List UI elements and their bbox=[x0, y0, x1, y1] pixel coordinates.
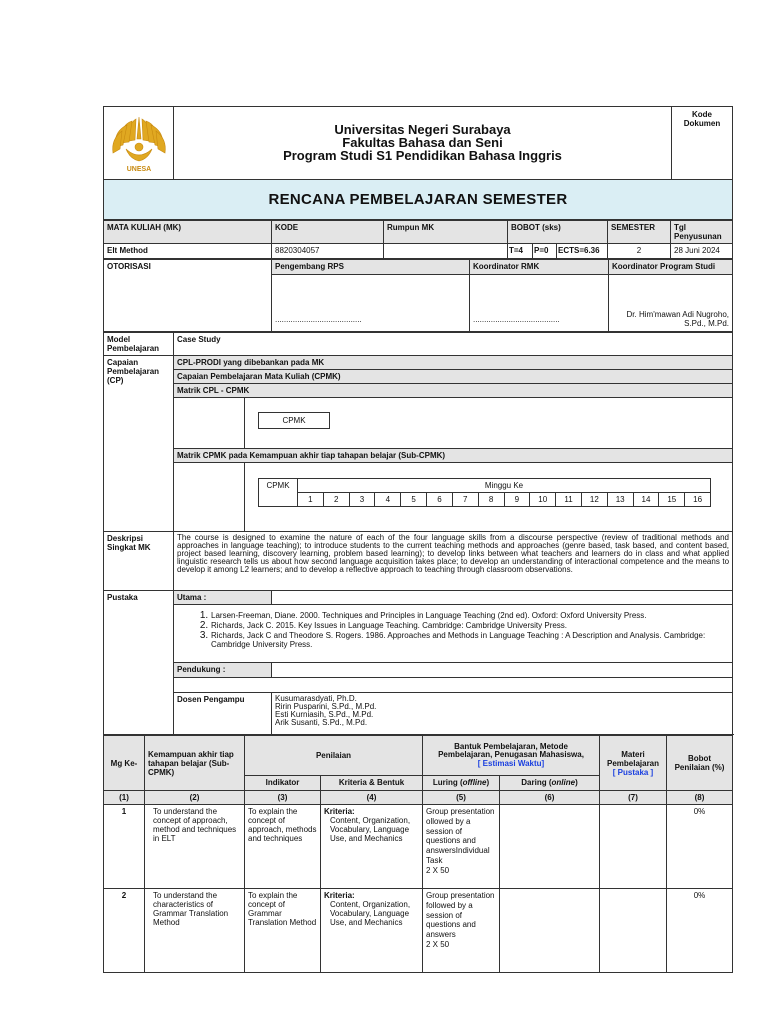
week-number: 8 bbox=[478, 493, 504, 507]
label-bobot: BOBOT (sks) bbox=[508, 221, 608, 244]
header-bobot: Bobot Penilaian (%) bbox=[667, 736, 733, 791]
column-number: (5) bbox=[423, 791, 500, 805]
cpmk-header: Capaian Pembelajaran Mata Kuliah (CPMK) bbox=[174, 370, 733, 384]
header-materi bbox=[600, 736, 667, 791]
university-name: Universitas Negeri Surabaya bbox=[334, 122, 511, 137]
plan-luring-text: Group presentation followed by a session of questions and answers bbox=[426, 891, 495, 940]
matrik-sub-cpmk-area bbox=[174, 463, 733, 532]
plan-kriteria bbox=[321, 889, 423, 973]
faculty-name: Fakultas Bahasa dan Seni bbox=[342, 135, 503, 150]
column-number: (1) bbox=[104, 791, 145, 805]
course-table bbox=[103, 220, 733, 259]
label-rumpun: Rumpun MK bbox=[384, 221, 508, 244]
column-number-row bbox=[104, 791, 733, 805]
pustaka-item: 2. Richards, Jack C. 2015. Key Issues in Language Teaching. Cambridge: Cambridge University Press. bbox=[211, 621, 729, 630]
plan-luring bbox=[423, 889, 500, 973]
dosen-list bbox=[272, 693, 733, 735]
plan-kriteria bbox=[321, 805, 423, 889]
page-title: RENCANA PEMBELAJARAN SEMESTER bbox=[104, 180, 733, 220]
week-number: 16 bbox=[685, 493, 711, 507]
value-model-pembelajaran: Case Study bbox=[174, 333, 733, 356]
header-materi-pustaka: [ Pustaka ] bbox=[612, 767, 654, 777]
pustaka-item: 1. Larsen-Freeman, Diane. 2000. Techniques and Principles in Language Teaching (2nd ed). Oxford: Oxford University Press. bbox=[211, 611, 729, 620]
week-number: 6 bbox=[427, 493, 453, 507]
header-mg-ke: Mg Ke- bbox=[104, 736, 145, 791]
cpmk-box-label: CPMK bbox=[259, 413, 330, 429]
pustaka-pendukung-blank bbox=[272, 663, 733, 678]
week-number: 11 bbox=[556, 493, 582, 507]
svg-text:UNESA: UNESA bbox=[126, 166, 151, 173]
university-cell bbox=[174, 107, 672, 180]
week-number: 9 bbox=[504, 493, 530, 507]
pustaka-utama-list bbox=[177, 611, 729, 649]
label-mata-kuliah: MATA KULIAH (MK) bbox=[104, 221, 272, 244]
pustaka-utama-blank bbox=[272, 591, 733, 605]
header-indikator: Indikator bbox=[245, 776, 321, 791]
label-semester: SEMESTER bbox=[608, 221, 671, 244]
plan-week: 2 bbox=[104, 889, 145, 973]
sign-koordinator-rmk: ....................................... bbox=[470, 275, 609, 332]
week-number: 7 bbox=[452, 493, 478, 507]
pustaka-pendukung-label: Pendukung : bbox=[174, 663, 272, 678]
logo-cell bbox=[104, 107, 174, 180]
value-kode: 8820304057 bbox=[272, 244, 384, 259]
label-tgl-penyusunan: Tgl Penyusunan bbox=[671, 221, 733, 244]
dosen-name: Ririn Pusparini, S.Pd., M.Pd. bbox=[275, 702, 377, 711]
label-pustaka: Pustaka bbox=[104, 591, 174, 735]
plan-daring bbox=[500, 805, 600, 889]
plan-kriteria-text: Content, Organization, Vocabulary, Language Use, and Mechanics bbox=[330, 900, 411, 927]
plan-sub-cpmk: To understand the concept of approach, method and techniques in ELT bbox=[145, 805, 245, 889]
sign-pengembang: ....................................... bbox=[272, 275, 470, 332]
rps-body-table bbox=[103, 332, 733, 735]
week-number-row bbox=[259, 493, 711, 507]
plan-materi bbox=[600, 805, 667, 889]
label-otorisasi: OTORISASI bbox=[104, 260, 272, 332]
dosen-name: Arik Susanti, S.Pd., M.Pd. bbox=[275, 718, 368, 727]
sign-koordinator-prodi: Dr. Him'mawan Adi Nugroho, S.Pd., M.Pd. bbox=[609, 275, 733, 332]
label-kode: KODE bbox=[272, 221, 384, 244]
value-ects: ECTS=6.36 bbox=[557, 244, 608, 259]
label-koordinator-prodi: Koordinator Program Studi bbox=[609, 260, 733, 275]
label-dosen-pengampu: Dosen Pengampu bbox=[174, 693, 272, 735]
dosen-name: Esti Kurniasih, S.Pd., M.Pd. bbox=[275, 710, 374, 719]
plan-luring-time: 2 X 50 bbox=[426, 939, 450, 949]
pustaka-utama-label: Utama : bbox=[174, 591, 272, 605]
plan-indikator: To explain the concept of approach, methods and techniques bbox=[245, 805, 321, 889]
week-number: 14 bbox=[633, 493, 659, 507]
plan-row bbox=[104, 805, 733, 889]
plan-bobot: 0% bbox=[667, 889, 733, 973]
week-number: 3 bbox=[349, 493, 375, 507]
matrik-sub-cpmk-header: Matrik CPMK pada Kemampuan akhir tiap tahapan belajar (Sub-CPMK) bbox=[174, 449, 733, 463]
matrik-cpl-cpmk-area bbox=[174, 398, 733, 449]
plan-sub-cpmk: To understand the characteristics of Grammar Translation Method bbox=[145, 889, 245, 973]
dosen-name: Kusumarasdyati, Ph.D. bbox=[275, 694, 357, 703]
header-bantuk-text: Bantuk Pembelajaran, Metode Pembelajaran, Penugasan Mahasiswa, bbox=[438, 741, 584, 760]
header-kriteria: Kriteria & Bentuk bbox=[321, 776, 423, 791]
header-daring: Daring (online) bbox=[500, 776, 600, 791]
matrik-cpl-cpmk-header: Matrik CPL - CPMK bbox=[174, 384, 733, 398]
cpmk-box bbox=[258, 412, 330, 429]
header-materi-text: Materi Pembelajaran bbox=[606, 749, 660, 768]
value-p: P=0 bbox=[533, 244, 557, 259]
plan-daring bbox=[500, 889, 600, 973]
header-luring: Luring (offline) bbox=[423, 776, 500, 791]
pustaka-utama-list-cell bbox=[174, 605, 733, 663]
header-bantuk bbox=[423, 736, 600, 776]
plan-kriteria-label: Kriteria: bbox=[324, 891, 355, 900]
label-pengembang-rps: Pengembang RPS bbox=[272, 260, 470, 275]
value-deskripsi: The course is designed to examine the nature of each of the four language skills from a discourse perspective (review of traditional methods and approaches in language teaching); to introduce students to the current teaching methods and approaches (genre based, task based, and content based, project based learning, discovery learning, problem based learning); to develop links between what teachers and learners do in class and what applied linguistic research tells us about how second language acquisition takes place; to develop an understanding of interactional competence and the means to develop it among L2 learners; and to develop a reflective approach to teaching through classroom observations. bbox=[174, 532, 733, 591]
otorisasi-table bbox=[103, 259, 733, 332]
minggu-ke-label: Minggu Ke bbox=[298, 479, 711, 493]
plan-luring-text: Group presentation ollowed by a session of questions and answersIndividual Task bbox=[426, 807, 495, 865]
value-tgl: 28 Juni 2024 bbox=[671, 244, 733, 259]
plan-row bbox=[104, 889, 733, 973]
unesa-logo-icon bbox=[108, 109, 170, 175]
value-t: T=4 bbox=[508, 244, 533, 259]
label-model-pembelajaran: Model Pembelajaran bbox=[104, 333, 174, 356]
minggu-cpmk-label: CPMK bbox=[259, 479, 298, 507]
value-rumpun bbox=[384, 244, 508, 259]
week-number: 4 bbox=[375, 493, 401, 507]
header-estimasi: [ Estimasi Waktu] bbox=[477, 758, 545, 768]
plan-kriteria-label: Kriteria: bbox=[324, 807, 355, 816]
label-koordinator-rmk: Koordinator RMK bbox=[470, 260, 609, 275]
plan-materi bbox=[600, 889, 667, 973]
plan-bobot: 0% bbox=[667, 805, 733, 889]
week-number: 1 bbox=[298, 493, 324, 507]
week-number: 5 bbox=[401, 493, 427, 507]
header-kemampuan: Kemampuan akhir tiap tahapan belajar (Sub-CPMK) bbox=[145, 736, 245, 791]
plan-indikator: To explain the concept of Grammar Translation Method bbox=[245, 889, 321, 973]
rps-document bbox=[103, 106, 732, 973]
header-penilaian: Penilaian bbox=[245, 736, 423, 776]
program-name: Program Studi S1 Pendidikan Bahasa Inggris bbox=[283, 148, 562, 163]
value-mata-kuliah: Elt Method bbox=[104, 244, 272, 259]
plan-luring-time: 2 X 50 bbox=[426, 865, 450, 875]
week-number: 13 bbox=[607, 493, 633, 507]
plan-rows bbox=[104, 805, 733, 973]
column-number: (7) bbox=[600, 791, 667, 805]
column-number: (4) bbox=[321, 791, 423, 805]
label-deskripsi: Deskripsi Singkat MK bbox=[104, 532, 174, 591]
column-number: (2) bbox=[145, 791, 245, 805]
column-number: (6) bbox=[500, 791, 600, 805]
label-capaian: Capaian Pembelajaran (CP) bbox=[104, 356, 174, 532]
plan-week: 1 bbox=[104, 805, 145, 889]
plan-kriteria-text: Content, Organization, Vocabulary, Language Use, and Mechanics bbox=[330, 816, 411, 843]
pustaka-item: 3. Richards, Jack C and Theodore S. Rogers. 1986. Approaches and Methods in Language Teaching : A Description and Analysis. Cambridge: Cambridge University Press. bbox=[211, 631, 729, 649]
minggu-table bbox=[258, 478, 711, 507]
column-number: (8) bbox=[667, 791, 733, 805]
plan-luring bbox=[423, 805, 500, 889]
week-number: 2 bbox=[323, 493, 349, 507]
value-semester: 2 bbox=[608, 244, 671, 259]
week-number: 15 bbox=[659, 493, 685, 507]
week-number: 12 bbox=[581, 493, 607, 507]
week-number: 10 bbox=[530, 493, 556, 507]
pustaka-pendukung-list bbox=[174, 678, 733, 693]
kode-dokumen: Kode Dokumen bbox=[672, 107, 733, 180]
cpl-prodi-header: CPL-PRODI yang dibebankan pada MK bbox=[174, 356, 733, 370]
header-table bbox=[103, 106, 733, 220]
weekly-plan-table bbox=[103, 735, 733, 973]
column-number: (3) bbox=[245, 791, 321, 805]
